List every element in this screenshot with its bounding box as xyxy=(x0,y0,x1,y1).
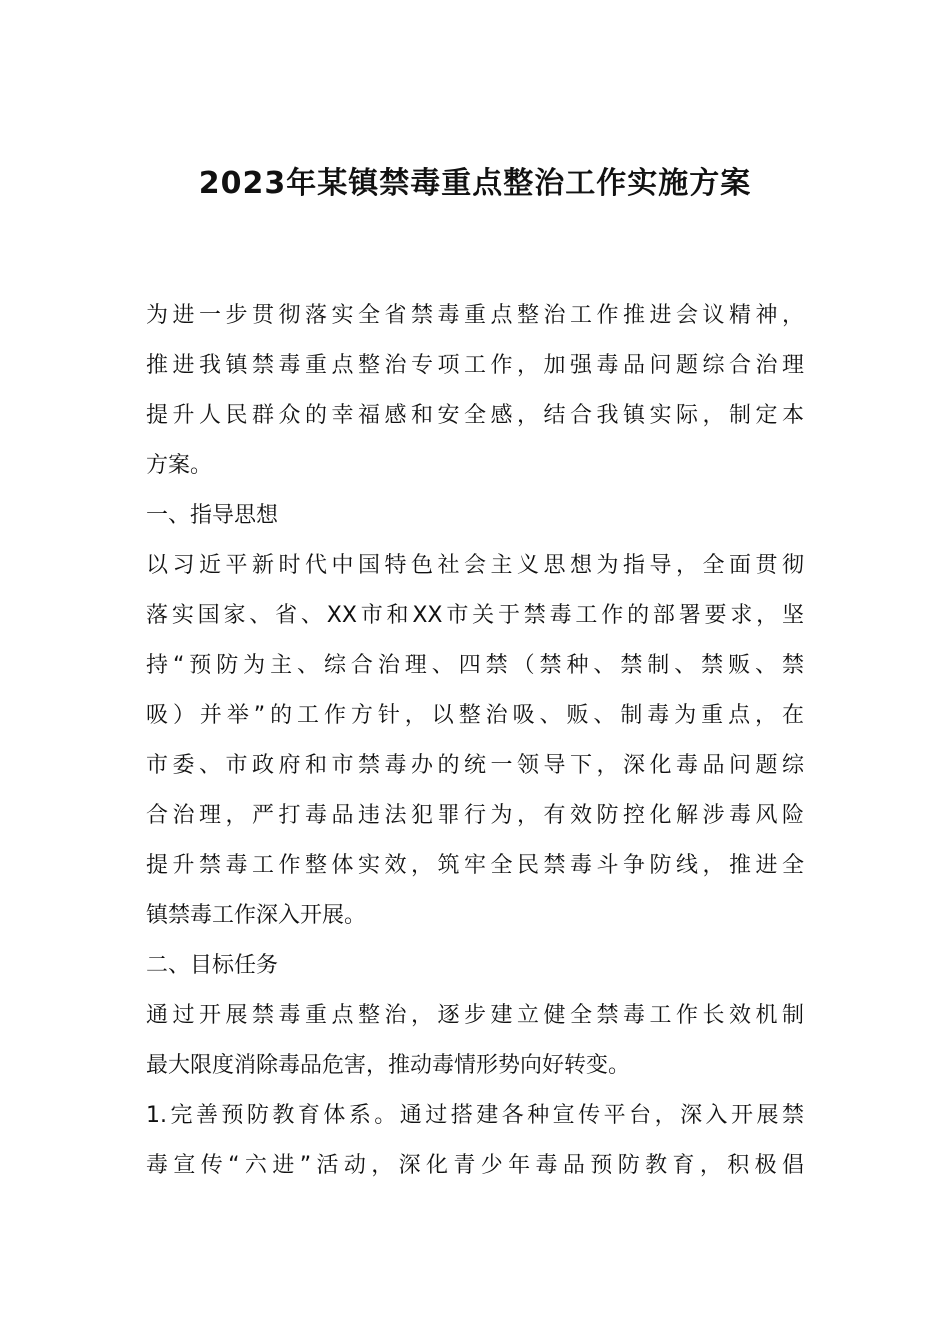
text-line: 1.完善预防教育体系。通过搭建各种宣传平台，深入开展禁 xyxy=(146,1103,804,1128)
document-title: 2023年某镇禁毒重点整治工作实施方案 xyxy=(198,166,752,201)
text-line: 方案。 xyxy=(146,453,213,478)
text-line: 以习近平新时代中国特色社会主义思想为指导，全面贯彻 xyxy=(146,553,804,578)
text-line: 推进我镇禁毒重点整治专项工作，加强毒品问题综合治理 xyxy=(146,353,804,378)
text-line: 持“预防为主、综合治理、四禁（禁种、禁制、禁贩、禁 xyxy=(146,653,804,678)
text-line: 一、指导思想 xyxy=(146,503,279,528)
text-line: 落实国家、省、XX市和XX市关于禁毒工作的部署要求，坚 xyxy=(146,603,804,628)
text-line: 吸）并举”的工作方针，以整治吸、贩、制毒为重点，在 xyxy=(146,703,804,728)
text-line: 提升禁毒工作整体实效，筑牢全民禁毒斗争防线，推进全 xyxy=(146,853,804,878)
text-line: 合治理，严打毒品违法犯罪行为，有效防控化解涉毒风险 xyxy=(146,803,804,828)
text-line: 通过开展禁毒重点整治，逐步建立健全禁毒工作长效机制 xyxy=(146,1003,804,1028)
text-line: 最大限度消除毒品危害，推动毒情形势向好转变。 xyxy=(146,1053,631,1078)
text-line: 镇禁毒工作深入开展。 xyxy=(146,903,367,928)
text-line: 毒宣传“六进”活动，深化青少年毒品预防教育，积极倡 xyxy=(146,1153,804,1178)
text-line: 二、目标任务 xyxy=(146,953,279,978)
document-body xyxy=(146,296,804,1196)
text-line: 提升人民群众的幸福感和安全感，结合我镇实际，制定本 xyxy=(146,403,804,428)
text-line: 市委、市政府和市禁毒办的统一领导下，深化毒品问题综 xyxy=(146,753,804,778)
text-line: 为进一步贯彻落实全省禁毒重点整治工作推进会议精神， xyxy=(146,303,804,328)
